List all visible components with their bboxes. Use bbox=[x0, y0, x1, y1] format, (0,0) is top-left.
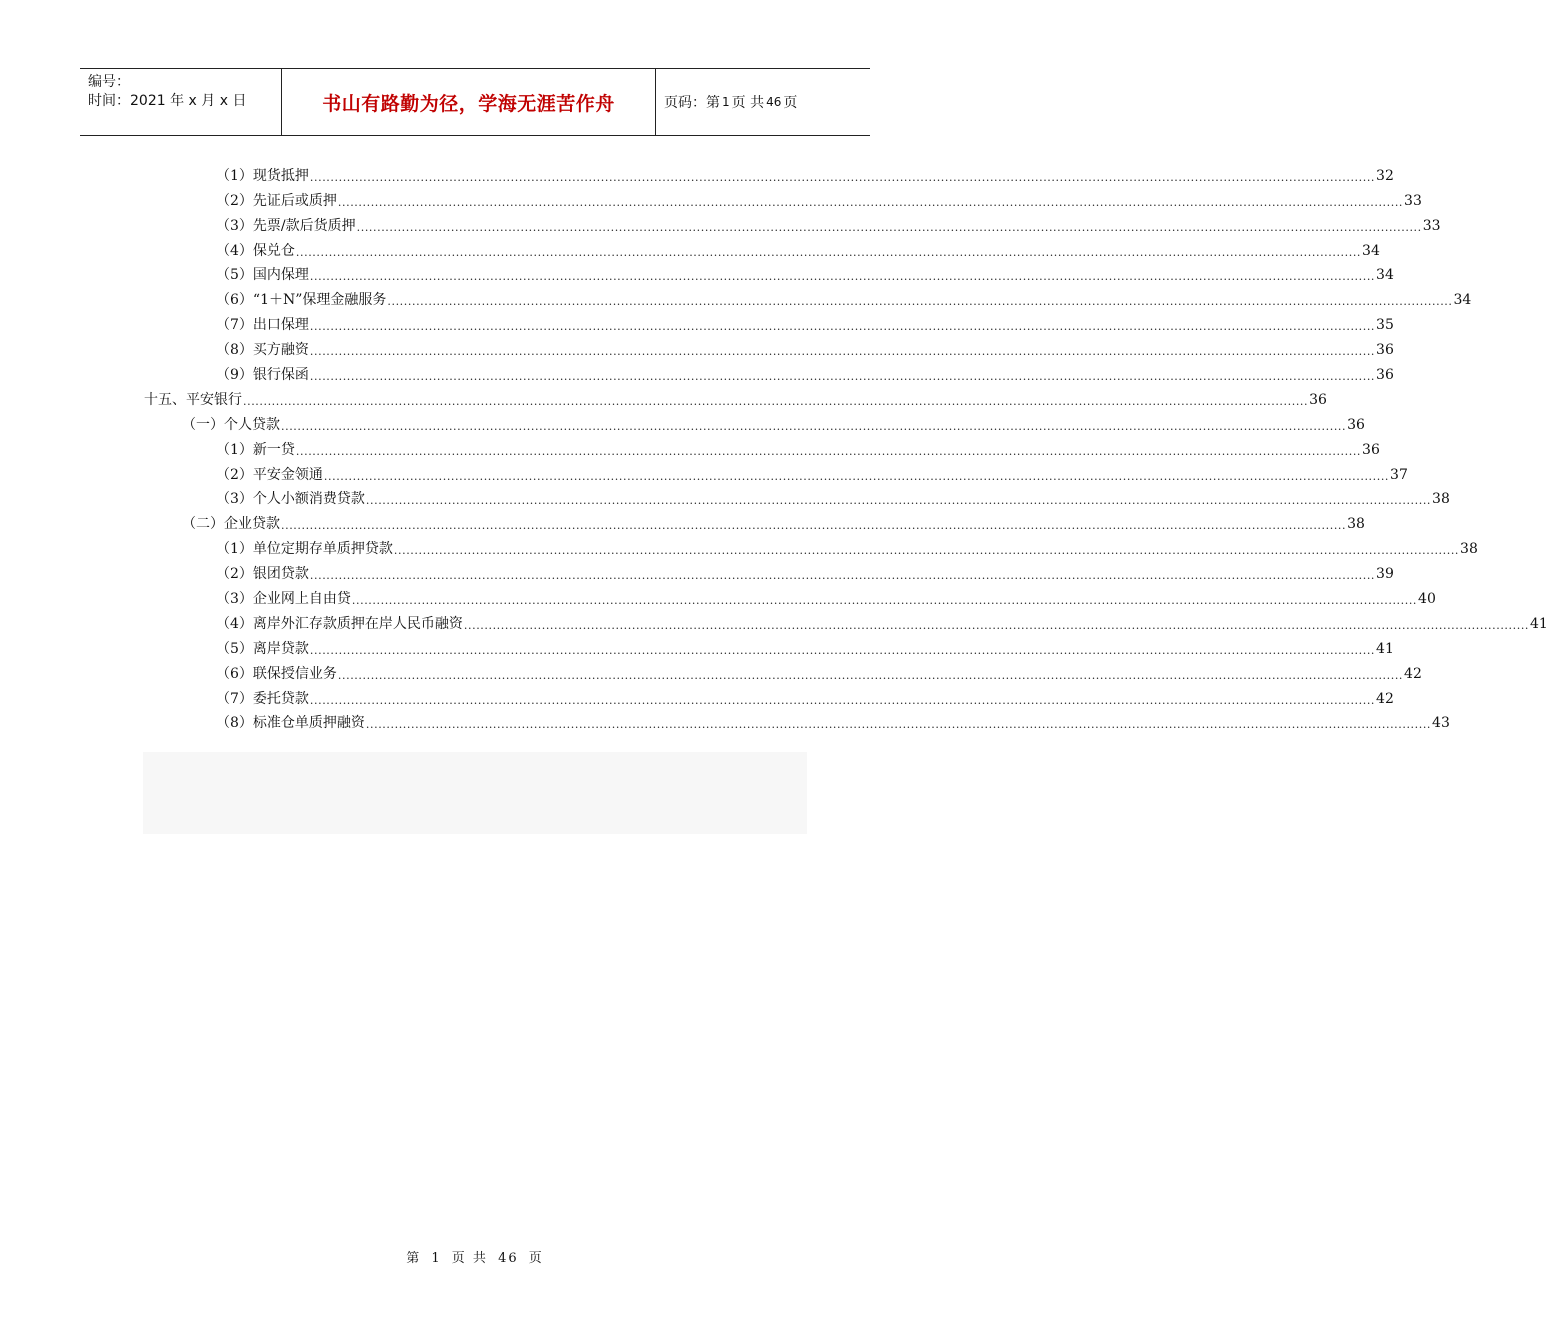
toc-entry[interactable] bbox=[144, 260, 1394, 285]
footer-current-page: 1 bbox=[431, 1251, 442, 1266]
toc-entry[interactable] bbox=[144, 508, 1365, 533]
toc-entry[interactable] bbox=[144, 160, 1394, 185]
toc-entry-page: 35 bbox=[1376, 317, 1394, 334]
toc-leader-dots: .................................................................................................................................................................................................................................................................... bbox=[351, 594, 1418, 608]
toc-entry-page: 36 bbox=[1362, 441, 1380, 458]
toc-entry-title: （2）平安金领通 bbox=[216, 466, 323, 483]
toc-entry[interactable] bbox=[144, 459, 1408, 484]
toc-entry-page: 34 bbox=[1362, 242, 1380, 259]
toc-leader-dots: .................................................................................................................................................................................................................................................................... bbox=[281, 419, 1347, 433]
toc-entry-page: 33 bbox=[1404, 192, 1422, 209]
toc-entry-title: （8）标准仓单质押融资 bbox=[216, 715, 365, 732]
table-of-contents bbox=[144, 160, 1548, 732]
footer-total-pages: 46 bbox=[498, 1251, 519, 1266]
toc-leader-dots: .................................................................................................................................................................................................................................................................... bbox=[309, 345, 1376, 359]
toc-entry-page: 39 bbox=[1376, 566, 1394, 583]
toc-entry[interactable] bbox=[144, 533, 1478, 558]
header-motto: 书山有路勤为径，学海无涯苦作舟 bbox=[282, 69, 656, 135]
toc-entry-page: 33 bbox=[1422, 217, 1441, 234]
header-page-suffix: 页 bbox=[783, 95, 798, 111]
toc-leader-dots: .................................................................................................................................................................................................................................................................... bbox=[356, 220, 1422, 234]
toc-leader-dots: .................................................................................................................................................................................................................................................................... bbox=[365, 494, 1432, 508]
toc-entry[interactable] bbox=[144, 608, 1548, 633]
header-page-current: 1 bbox=[722, 95, 730, 109]
toc-entry-page: 36 bbox=[1376, 367, 1394, 384]
toc-entry-title: 十五、平安银行 bbox=[144, 391, 242, 408]
toc-leader-dots: .................................................................................................................................................................................................................................................................... bbox=[309, 569, 1376, 583]
toc-entry-title: （1）单位定期存单质押贷款 bbox=[216, 541, 393, 558]
toc-entry-title: （1）现货抵押 bbox=[216, 167, 309, 184]
toc-entry-title: （7）委托贷款 bbox=[216, 690, 309, 707]
header-page-mid: 页 共 bbox=[731, 95, 765, 111]
toc-entry[interactable] bbox=[144, 409, 1365, 434]
toc-entry[interactable] bbox=[144, 633, 1394, 658]
toc-entry-page: 38 bbox=[1347, 516, 1365, 533]
toc-entry-title: （5）国内保理 bbox=[216, 267, 309, 284]
toc-entry[interactable] bbox=[144, 683, 1394, 708]
toc-entry[interactable] bbox=[144, 484, 1450, 509]
toc-leader-dots: .................................................................................................................................................................................................................................................................... bbox=[463, 618, 1530, 632]
toc-entry-title: （7）出口保理 bbox=[216, 317, 309, 334]
toc-entry[interactable] bbox=[144, 558, 1394, 583]
toc-entry-title: （5）离岸贷款 bbox=[216, 640, 309, 657]
footer-suffix: 页 bbox=[528, 1251, 544, 1266]
toc-leader-dots: .................................................................................................................................................................................................................................................................... bbox=[309, 643, 1376, 657]
toc-leader-dots: .................................................................................................................................................................................................................................................................... bbox=[295, 444, 1362, 458]
toc-entry-title: （3）先票/款后货质押 bbox=[216, 217, 356, 234]
header-page-prefix: 页码：第 bbox=[664, 95, 720, 111]
toc-entry[interactable] bbox=[144, 359, 1394, 384]
header-meta bbox=[80, 69, 282, 135]
toc-entry-page: 41 bbox=[1376, 640, 1394, 657]
placeholder-box bbox=[143, 752, 807, 834]
toc-leader-dots: .................................................................................................................................................................................................................................................................... bbox=[309, 320, 1376, 334]
toc-entry[interactable] bbox=[144, 284, 1472, 309]
toc-entry-title: （2）银团贷款 bbox=[216, 566, 309, 583]
toc-leader-dots: .................................................................................................................................................................................................................................................................... bbox=[337, 195, 1404, 209]
date-label: 时间：2021 年 x 月 x 日 bbox=[88, 93, 247, 109]
toc-entry-title: （二）企业贷款 bbox=[182, 516, 280, 533]
toc-entry[interactable] bbox=[144, 384, 1327, 409]
toc-leader-dots: .................................................................................................................................................................................................................................................................... bbox=[309, 170, 1376, 184]
toc-entry[interactable] bbox=[144, 309, 1394, 334]
toc-entry[interactable] bbox=[144, 334, 1394, 359]
toc-entry-title: （1）新一贷 bbox=[216, 441, 295, 458]
toc-leader-dots: .................................................................................................................................................................................................................................................................... bbox=[365, 718, 1432, 732]
toc-entry[interactable] bbox=[144, 434, 1380, 459]
toc-entry-title: （3）企业网上自由贷 bbox=[216, 591, 351, 608]
toc-leader-dots: .................................................................................................................................................................................................................................................................... bbox=[243, 394, 1309, 408]
page-footer bbox=[0, 1247, 950, 1266]
toc-entry-page: 43 bbox=[1432, 715, 1450, 732]
toc-entry[interactable] bbox=[144, 235, 1380, 260]
toc-leader-dots: .................................................................................................................................................................................................................................................................... bbox=[387, 295, 1453, 309]
toc-leader-dots: .................................................................................................................................................................................................................................................................... bbox=[323, 469, 1390, 483]
toc-entry[interactable] bbox=[144, 658, 1422, 683]
toc-leader-dots: .................................................................................................................................................................................................................................................................... bbox=[393, 544, 1460, 558]
toc-leader-dots: .................................................................................................................................................................................................................................................................... bbox=[309, 370, 1376, 384]
toc-entry[interactable] bbox=[144, 210, 1441, 235]
toc-entry-page: 41 bbox=[1530, 615, 1548, 632]
toc-leader-dots: .................................................................................................................................................................................................................................................................... bbox=[337, 668, 1404, 682]
toc-entry-title: （8）买方融资 bbox=[216, 342, 309, 359]
toc-entry-page: 37 bbox=[1390, 466, 1408, 483]
toc-leader-dots: .................................................................................................................................................................................................................................................................... bbox=[295, 245, 1362, 259]
toc-entry-page: 38 bbox=[1432, 491, 1450, 508]
toc-entry[interactable] bbox=[144, 583, 1436, 608]
serial-number-label: 编号： bbox=[88, 74, 130, 90]
toc-entry-title: （3）个人小额消费贷款 bbox=[216, 491, 365, 508]
toc-entry-page: 36 bbox=[1347, 416, 1365, 433]
toc-entry-page: 34 bbox=[1453, 292, 1472, 309]
toc-entry-title: （2）先证后或质押 bbox=[216, 192, 337, 209]
toc-entry-page: 42 bbox=[1376, 690, 1394, 707]
toc-entry-page: 40 bbox=[1418, 591, 1436, 608]
toc-entry[interactable] bbox=[144, 185, 1422, 210]
toc-entry-page: 34 bbox=[1376, 267, 1394, 284]
document-header bbox=[80, 68, 870, 136]
toc-entry-title: （4）离岸外汇存款质押在岸人民币融资 bbox=[216, 615, 463, 632]
toc-entry-page: 36 bbox=[1309, 391, 1327, 408]
toc-leader-dots: .................................................................................................................................................................................................................................................................... bbox=[281, 519, 1347, 533]
toc-entry-page: 42 bbox=[1404, 665, 1422, 682]
header-page-info bbox=[656, 69, 870, 135]
footer-prefix: 第 bbox=[406, 1251, 422, 1266]
toc-entry-page: 32 bbox=[1376, 167, 1394, 184]
toc-entry-title: （6）联保授信业务 bbox=[216, 665, 337, 682]
toc-leader-dots: .................................................................................................................................................................................................................................................................... bbox=[309, 693, 1376, 707]
toc-entry-title: （9）银行保函 bbox=[216, 367, 309, 384]
toc-entry[interactable] bbox=[144, 708, 1450, 733]
toc-entry-page: 38 bbox=[1460, 541, 1478, 558]
toc-leader-dots: .................................................................................................................................................................................................................................................................... bbox=[309, 270, 1376, 284]
footer-mid: 页 共 bbox=[451, 1251, 488, 1266]
toc-entry-title: （6）“1＋N”保理金融服务 bbox=[216, 292, 387, 309]
toc-entry-title: （一）个人贷款 bbox=[182, 416, 280, 433]
toc-entry-title: （4）保兑仓 bbox=[216, 242, 295, 259]
header-page-total: 46 bbox=[766, 95, 782, 109]
toc-entry-page: 36 bbox=[1376, 342, 1394, 359]
